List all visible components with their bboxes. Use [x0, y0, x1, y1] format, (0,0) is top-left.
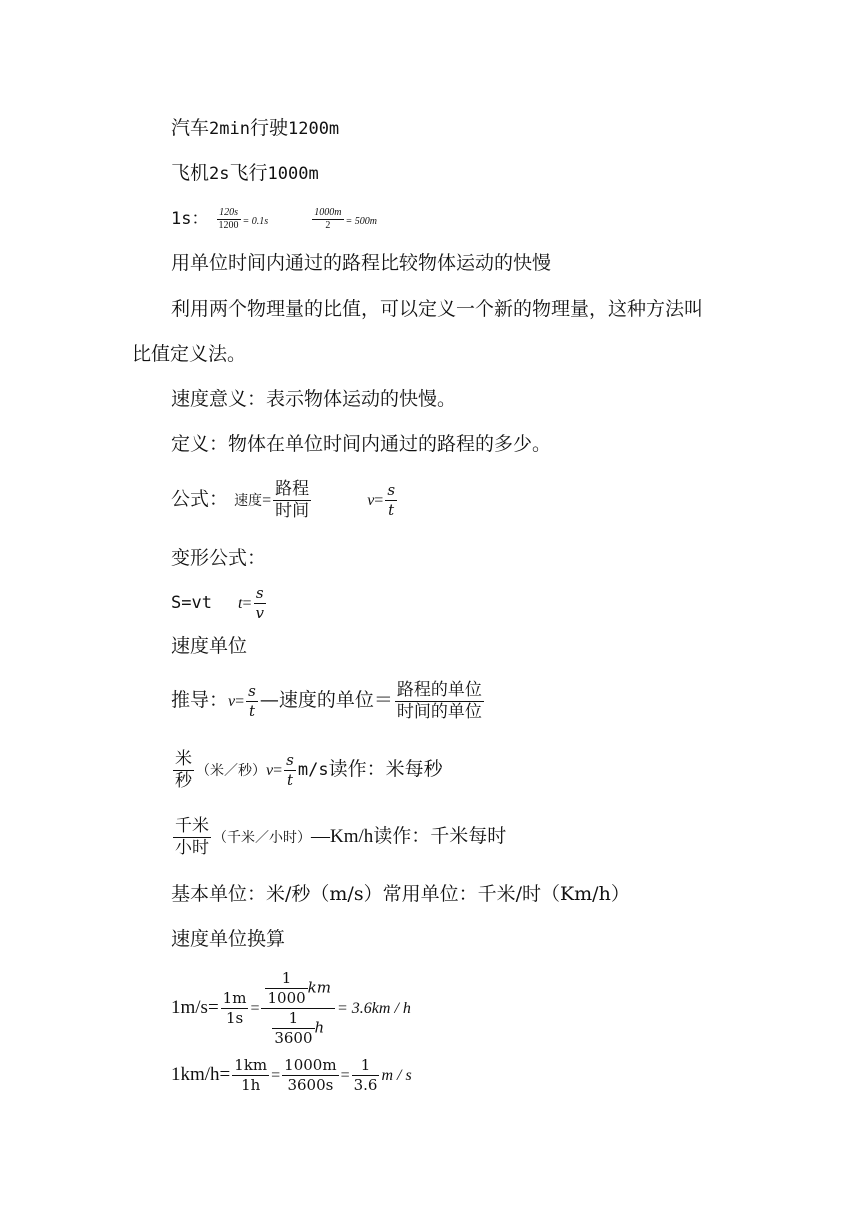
formula-line — [171, 475, 399, 525]
fraction: $\frac{\text{千米}}{\text{小时}}$ — [175, 815, 209, 858]
fraction: $\frac{1m}{1s}$ — [222, 988, 247, 1027]
fraction: $\frac{1000m}{3600s}$ — [284, 1055, 337, 1094]
unit-line-mps — [171, 745, 443, 795]
text: 1200m — [287, 119, 340, 139]
conversion-line-2 — [171, 1050, 412, 1100]
text: = — [235, 693, 245, 710]
section-title: 速度单位换算 — [171, 928, 286, 950]
text: （米／秒） — [196, 763, 266, 779]
text: m / s — [381, 1067, 412, 1084]
text: = — [374, 492, 384, 509]
unit-line-kmh — [171, 812, 506, 862]
text: = — [340, 1067, 350, 1084]
conversion-line-1 — [171, 962, 411, 1054]
text: = — [242, 595, 252, 612]
text: v — [266, 762, 274, 779]
fraction: $\frac{1000m}{2}$ — [314, 206, 342, 231]
text: = 3.6km / h — [337, 1000, 411, 1017]
fraction: $\frac{120s}{1200}$ — [218, 206, 239, 231]
compound-fraction: $\frac{1}{1000}$ km $\frac{1}{3600}$ h — [261, 969, 335, 1048]
text: = — [273, 762, 283, 779]
text: （千米／小时） — [213, 830, 311, 846]
text: 读作：千米每时 — [373, 825, 507, 847]
text: = 500m — [345, 216, 377, 227]
fraction: $\frac{\text{路程}}{\text{时间}}$ — [275, 478, 310, 521]
fraction: $\frac{1km}{1h}$ — [234, 1055, 268, 1094]
text: 推导： — [171, 689, 229, 711]
text: t — [238, 595, 243, 612]
transform-line — [171, 580, 268, 626]
paragraph: 基本单位：米/秒（m/s）常用单位：千米/时（Km/h） — [171, 883, 630, 905]
text: = 0.1s — [242, 216, 269, 227]
text: 1s： — [171, 209, 209, 229]
paragraph: 定义：物体在单位时间内通过的路程的多少。 — [171, 433, 552, 455]
paragraph: 用单位时间内通过的路程比较物体运动的快慢 — [171, 252, 552, 274]
line-1s — [171, 200, 377, 240]
text: m/s — [297, 760, 329, 780]
text: 2s — [209, 164, 230, 184]
paragraph: 速度意义：表示物体运动的快慢。 — [171, 388, 457, 410]
text: 1000m — [267, 164, 319, 184]
fraction: $\frac{s}{t}$ — [286, 750, 294, 789]
fraction: $\frac{s}{t}$ — [387, 480, 396, 519]
line-car — [171, 116, 339, 141]
line-plane — [171, 161, 319, 186]
text: 汽车 — [171, 117, 210, 139]
text: = — [271, 1067, 281, 1084]
derive-line — [171, 676, 486, 726]
text: = — [250, 1000, 260, 1017]
paragraph: 比值定义法。 — [132, 343, 247, 365]
text: S=vt — [171, 593, 212, 613]
text: 飞机 — [171, 162, 210, 184]
text: 1m/s= — [171, 997, 219, 1018]
paragraph: 利用两个物理量的比值，可以定义一个新的物理量，这种方法叫 — [171, 298, 704, 320]
text: —Km/h — [311, 826, 374, 847]
fraction: $\frac{s}{v}$ — [255, 583, 265, 622]
text: = — [262, 492, 272, 509]
text: 2min — [209, 119, 250, 139]
text: 行驶 — [249, 117, 288, 139]
text: 读作：米每秒 — [328, 758, 443, 780]
text: 速度 — [234, 493, 263, 509]
fraction: $\frac{\text{米}}{\text{秒}}$ — [175, 748, 192, 791]
fraction: $\frac{\text{路程的单位}}{\text{时间的单位}}$ — [396, 679, 482, 722]
fraction: $\frac{s}{t}$ — [248, 681, 256, 720]
text: 公式： — [171, 488, 229, 510]
text: v — [228, 693, 236, 710]
fraction: $\frac{1}{3.6}$ — [353, 1055, 378, 1094]
section-title: 速度单位 — [171, 635, 248, 657]
text: —速度的单位＝ — [259, 689, 393, 711]
text: 1km/h= — [171, 1064, 231, 1085]
paragraph: 变形公式： — [171, 547, 267, 569]
text: v — [367, 492, 375, 509]
text: 飞行 — [229, 162, 268, 184]
